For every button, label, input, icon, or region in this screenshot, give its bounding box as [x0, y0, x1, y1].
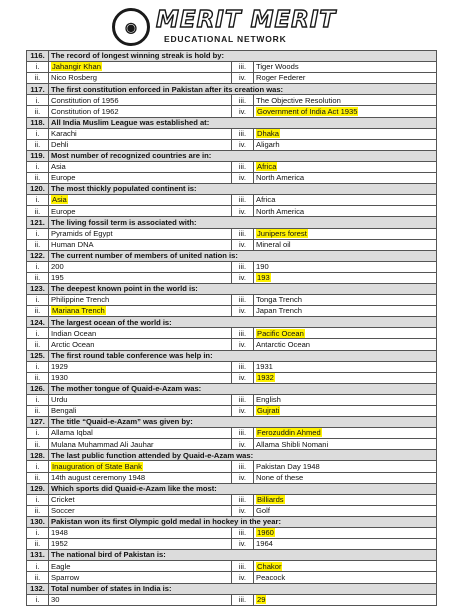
question-number: 125.: [27, 350, 49, 361]
option-numeral: iii.: [232, 361, 254, 372]
option-label: 1930: [51, 372, 68, 382]
option-label: Europe: [51, 173, 76, 183]
option-label: Europe: [51, 206, 76, 216]
option-label: 1948: [51, 528, 68, 538]
question-row: [27, 184, 437, 195]
option-row: [27, 272, 437, 283]
option-numeral: iv.: [232, 73, 254, 84]
option-label: Sparrow: [51, 572, 80, 582]
option-row: [27, 361, 437, 372]
question-number: 122.: [27, 250, 49, 261]
answer-highlight: 193: [257, 273, 270, 283]
option-numeral: iii.: [232, 261, 254, 272]
question-number: 128.: [27, 450, 49, 461]
option-text: [254, 306, 437, 317]
option-text: [254, 539, 437, 550]
option-answer: [49, 306, 232, 317]
option-answer: [254, 372, 437, 383]
option-numeral: ii.: [27, 372, 49, 383]
option-row: [27, 173, 437, 184]
option-label: Indian Ocean: [51, 328, 97, 338]
option-numeral: iii.: [232, 62, 254, 73]
option-label: Mulana Muhammad Ali Jauhar: [51, 439, 154, 449]
question-number: 120.: [27, 184, 49, 195]
option-numeral: iv.: [232, 206, 254, 217]
option-label: Allama Shibli Nomani: [256, 439, 329, 449]
option-text: [49, 73, 232, 84]
option-row: [27, 206, 437, 217]
option-text: [254, 139, 437, 150]
option-row: [27, 73, 437, 84]
option-label: Arctic Ocean: [51, 339, 95, 349]
option-label: 1931: [256, 361, 273, 371]
brand-logo: [112, 8, 338, 48]
option-row: [27, 461, 437, 472]
option-label: Pyramids of Egypt: [51, 228, 113, 238]
option-row: [27, 428, 437, 439]
option-numeral: ii.: [27, 439, 49, 450]
option-text: [49, 161, 232, 172]
option-label: 1929: [51, 361, 68, 371]
question-row: [27, 51, 437, 62]
question-row: [27, 350, 437, 361]
option-label: Philippine Trench: [51, 295, 110, 305]
option-row: [27, 328, 437, 339]
option-label: Allama Iqbal: [51, 428, 93, 438]
question-row: [27, 417, 437, 428]
option-row: [27, 62, 437, 73]
option-row: [27, 239, 437, 250]
option-row: [27, 406, 437, 417]
option-row: [27, 261, 437, 272]
option-numeral: i.: [27, 594, 49, 605]
option-label: Africa: [256, 195, 276, 205]
answer-highlight: 1960: [257, 528, 274, 538]
question-row: [27, 117, 437, 128]
question-number: 118.: [27, 117, 49, 128]
question-text: Total number of states in India is:: [49, 583, 437, 594]
option-text: [49, 572, 232, 583]
option-text: [49, 494, 232, 505]
question-row: [27, 550, 437, 561]
answer-highlight: Jahangir Khan: [52, 62, 101, 72]
question-number: 131.: [27, 550, 49, 561]
question-row: [27, 317, 437, 328]
question-number: 127.: [27, 417, 49, 428]
option-row: [27, 572, 437, 583]
answer-highlight: Pacific Ocean: [257, 328, 304, 338]
option-numeral: iii.: [232, 228, 254, 239]
option-numeral: iv.: [232, 572, 254, 583]
option-numeral: iii.: [232, 528, 254, 539]
option-text: [49, 328, 232, 339]
option-answer: [254, 528, 437, 539]
option-numeral: ii.: [27, 239, 49, 250]
option-numeral: i.: [27, 295, 49, 306]
option-label: Roger Federer: [256, 73, 306, 83]
option-text: [254, 261, 437, 272]
option-label: The Objective Resolution: [256, 95, 341, 105]
option-numeral: iv.: [232, 306, 254, 317]
option-row: [27, 228, 437, 239]
option-label: Eagle: [51, 561, 71, 571]
option-label: Japan Trench: [256, 306, 303, 316]
option-row: [27, 528, 437, 539]
option-text: [49, 528, 232, 539]
option-text: [49, 106, 232, 117]
option-numeral: ii.: [27, 339, 49, 350]
option-text: [254, 295, 437, 306]
option-numeral: iv.: [232, 139, 254, 150]
option-numeral: i.: [27, 195, 49, 206]
option-numeral: iv.: [232, 472, 254, 483]
option-text: [49, 561, 232, 572]
option-numeral: i.: [27, 328, 49, 339]
option-label: Bengali: [51, 406, 77, 416]
option-numeral: i.: [27, 95, 49, 106]
option-answer: [254, 161, 437, 172]
question-text: Most number of recognized countries are in:: [49, 150, 437, 161]
option-label: Dehli: [51, 140, 69, 149]
option-row: [27, 95, 437, 106]
option-label: 200: [51, 262, 64, 272]
option-label: Karachi: [51, 128, 77, 138]
answer-highlight: Government of India Act 1935: [257, 106, 358, 116]
question-row: [27, 250, 437, 261]
option-numeral: iii.: [232, 594, 254, 605]
option-numeral: i.: [27, 461, 49, 472]
option-numeral: ii.: [27, 539, 49, 550]
option-numeral: iii.: [232, 128, 254, 139]
quiz-table: [26, 50, 437, 606]
option-row: [27, 128, 437, 139]
question-row: [27, 583, 437, 594]
option-numeral: iii.: [232, 328, 254, 339]
option-label: 190: [256, 262, 269, 272]
option-text: [254, 472, 437, 483]
option-row: [27, 295, 437, 306]
option-numeral: iii.: [232, 494, 254, 505]
option-numeral: iii.: [232, 161, 254, 172]
option-label: Constitution of 1962: [51, 106, 119, 116]
option-numeral: i.: [27, 394, 49, 405]
question-text: The current number of members of united nation is:: [49, 250, 437, 261]
option-text: [254, 62, 437, 73]
option-text: [254, 361, 437, 372]
option-row: [27, 505, 437, 516]
question-number: 132.: [27, 583, 49, 594]
option-numeral: iii.: [232, 561, 254, 572]
answer-highlight: Africa: [257, 162, 277, 172]
question-text: The national bird of Pakistan is:: [49, 550, 437, 561]
option-label: Golf: [256, 506, 270, 516]
option-label: Urdu: [51, 395, 68, 405]
option-text: [254, 95, 437, 106]
option-answer: [254, 228, 437, 239]
question-text: The living fossil term is associated with:: [49, 217, 437, 228]
option-label: Soccer: [51, 506, 75, 516]
option-numeral: ii.: [27, 406, 49, 417]
question-text: The largest ocean of the world is:: [49, 317, 437, 328]
option-label: English: [256, 395, 281, 405]
option-numeral: iii.: [232, 394, 254, 405]
option-text: [49, 372, 232, 383]
option-numeral: iv.: [232, 505, 254, 516]
option-row: [27, 472, 437, 483]
option-numeral: ii.: [27, 272, 49, 283]
option-answer: [254, 494, 437, 505]
option-text: [49, 539, 232, 550]
option-numeral: i.: [27, 494, 49, 505]
option-row: [27, 439, 437, 450]
option-row: [27, 561, 437, 572]
option-text: [49, 394, 232, 405]
option-numeral: i.: [27, 561, 49, 572]
option-answer: [254, 106, 437, 117]
option-numeral: iv.: [232, 239, 254, 250]
option-text: [254, 206, 437, 217]
question-text: The deepest known point in the world is:: [49, 283, 437, 294]
option-answer: [254, 406, 437, 417]
option-text: [254, 394, 437, 405]
option-numeral: iv.: [232, 339, 254, 350]
question-row: [27, 383, 437, 394]
question-number: 123.: [27, 283, 49, 294]
option-numeral: iv.: [232, 406, 254, 417]
option-numeral: ii.: [27, 505, 49, 516]
option-row: [27, 494, 437, 505]
option-row: [27, 594, 437, 605]
option-numeral: iii.: [232, 295, 254, 306]
question-number: 126.: [27, 383, 49, 394]
option-row: [27, 195, 437, 206]
question-text: The title “Quaid-e-Azam” was given by:: [49, 417, 437, 428]
option-answer: [254, 428, 437, 439]
option-numeral: i.: [27, 361, 49, 372]
option-row: [27, 139, 437, 150]
option-text: [254, 239, 437, 250]
question-text: All India Muslim League was established at:: [49, 117, 437, 128]
option-answer: [49, 195, 232, 206]
option-label: Pakistan Day 1948: [256, 461, 320, 471]
answer-highlight: Ferozuddin Ahmed: [257, 428, 321, 438]
question-number: 130.: [27, 516, 49, 527]
option-numeral: ii.: [27, 472, 49, 483]
option-text: [254, 173, 437, 184]
option-row: [27, 306, 437, 317]
option-label: North America: [256, 206, 305, 216]
option-text: [254, 505, 437, 516]
option-numeral: i.: [27, 428, 49, 439]
question-text: Pakistan won its first Olympic gold medal in hockey in the year:: [49, 516, 437, 527]
answer-highlight: Inauguration of State Bank: [52, 461, 142, 471]
option-answer: [254, 561, 437, 572]
option-numeral: i.: [27, 528, 49, 539]
option-row: [27, 372, 437, 383]
option-numeral: ii.: [27, 306, 49, 317]
option-numeral: iv.: [232, 372, 254, 383]
option-text: [49, 95, 232, 106]
option-numeral: i.: [27, 161, 49, 172]
option-label: 195: [51, 273, 64, 283]
option-numeral: ii.: [27, 73, 49, 84]
option-numeral: iv.: [232, 173, 254, 184]
question-text: The first constitution enforced in Pakistan after its creation was:: [49, 84, 437, 95]
option-label: Antarctic Ocean: [256, 339, 311, 349]
option-numeral: iv.: [232, 539, 254, 550]
question-text: The most thickly populated continent is:: [49, 184, 437, 195]
answer-highlight: Mariana Trench: [52, 306, 105, 316]
option-label: Nico Rosberg: [51, 73, 98, 83]
answer-highlight: Gujrati: [257, 406, 280, 416]
question-row: [27, 483, 437, 494]
option-numeral: i.: [27, 62, 49, 73]
option-row: [27, 539, 437, 550]
option-label: North America: [256, 173, 305, 183]
option-numeral: ii.: [27, 139, 49, 150]
option-label: Tonga Trench: [256, 295, 303, 305]
option-text: [49, 361, 232, 372]
option-label: Constitution of 1956: [51, 95, 119, 105]
option-row: [27, 106, 437, 117]
option-label: Mineral oil: [256, 239, 291, 249]
option-text: [254, 195, 437, 206]
question-row: [27, 450, 437, 461]
option-text: [49, 594, 232, 605]
option-numeral: i.: [27, 228, 49, 239]
option-numeral: ii.: [27, 173, 49, 184]
emblem-icon: ◉: [112, 8, 150, 46]
option-numeral: i.: [27, 261, 49, 272]
question-text: The first round table conference was help in:: [49, 350, 437, 361]
question-number: 124.: [27, 317, 49, 328]
option-numeral: iv.: [232, 272, 254, 283]
option-label: 1952: [51, 539, 68, 549]
option-row: [27, 339, 437, 350]
option-text: [49, 339, 232, 350]
option-text: [49, 261, 232, 272]
question-row: [27, 150, 437, 161]
option-answer: [254, 272, 437, 283]
question-text: Which sports did Quaid-e-Azam like the most:: [49, 483, 437, 494]
option-text: [49, 406, 232, 417]
option-text: [49, 472, 232, 483]
option-answer: [254, 328, 437, 339]
option-text: [49, 228, 232, 239]
option-answer: [49, 461, 232, 472]
answer-highlight: Chakor: [257, 561, 282, 571]
option-numeral: i.: [27, 128, 49, 139]
option-text: [49, 272, 232, 283]
option-row: [27, 161, 437, 172]
option-label: 1964: [256, 539, 273, 549]
option-text: [49, 505, 232, 516]
option-label: None of these: [256, 472, 304, 482]
option-label: Cricket: [51, 495, 75, 504]
option-label: Aligarh: [256, 140, 280, 149]
question-text: The record of longest winning streak is hold by:: [49, 51, 437, 62]
question-row: [27, 283, 437, 294]
option-text: [254, 439, 437, 450]
option-text: [49, 239, 232, 250]
option-label: Peacock: [256, 572, 286, 582]
question-text: The mother tongue of Quaid-e-Azam was:: [49, 383, 437, 394]
option-label: 30: [51, 594, 60, 604]
option-numeral: ii.: [27, 106, 49, 117]
brand-title: MERIT MERIT: [156, 7, 337, 33]
option-text: [49, 206, 232, 217]
option-numeral: iii.: [232, 95, 254, 106]
question-number: 119.: [27, 150, 49, 161]
brand-subtitle: EDUCATIONAL NETWORK: [164, 34, 287, 44]
option-text: [49, 295, 232, 306]
answer-highlight: Billiards: [257, 495, 284, 504]
option-numeral: ii.: [27, 206, 49, 217]
question-number: 121.: [27, 217, 49, 228]
option-answer: [254, 594, 437, 605]
option-label: 14th august ceremony 1948: [51, 472, 146, 482]
option-label: Human DNA: [51, 239, 94, 249]
option-numeral: iii.: [232, 195, 254, 206]
question-row: [27, 84, 437, 95]
question-text: The last public function attended by Quaid-e-Azam was:: [49, 450, 437, 461]
option-numeral: iii.: [232, 428, 254, 439]
option-label: Asia: [51, 162, 66, 172]
option-text: [49, 428, 232, 439]
option-numeral: iv.: [232, 439, 254, 450]
question-number: 129.: [27, 483, 49, 494]
option-text: [49, 439, 232, 450]
option-numeral: ii.: [27, 572, 49, 583]
answer-highlight: Asia: [52, 195, 67, 205]
question-number: 117.: [27, 84, 49, 95]
answer-highlight: Junipers forest: [257, 228, 307, 238]
option-text: [254, 339, 437, 350]
option-text: [49, 128, 232, 139]
question-row: [27, 516, 437, 527]
answer-highlight: 29: [257, 594, 266, 604]
option-numeral: iv.: [232, 106, 254, 117]
option-text: [254, 572, 437, 583]
option-text: [49, 173, 232, 184]
option-text: [254, 73, 437, 84]
question-row: [27, 217, 437, 228]
answer-highlight: Dhaka: [257, 128, 279, 138]
option-row: [27, 394, 437, 405]
option-label: Tiger Woods: [256, 62, 299, 72]
option-numeral: iii.: [232, 461, 254, 472]
answer-highlight: 1932: [257, 372, 274, 382]
option-text: [49, 139, 232, 150]
option-answer: [49, 62, 232, 73]
question-number: 116.: [27, 51, 49, 62]
option-text: [254, 461, 437, 472]
option-answer: [254, 128, 437, 139]
